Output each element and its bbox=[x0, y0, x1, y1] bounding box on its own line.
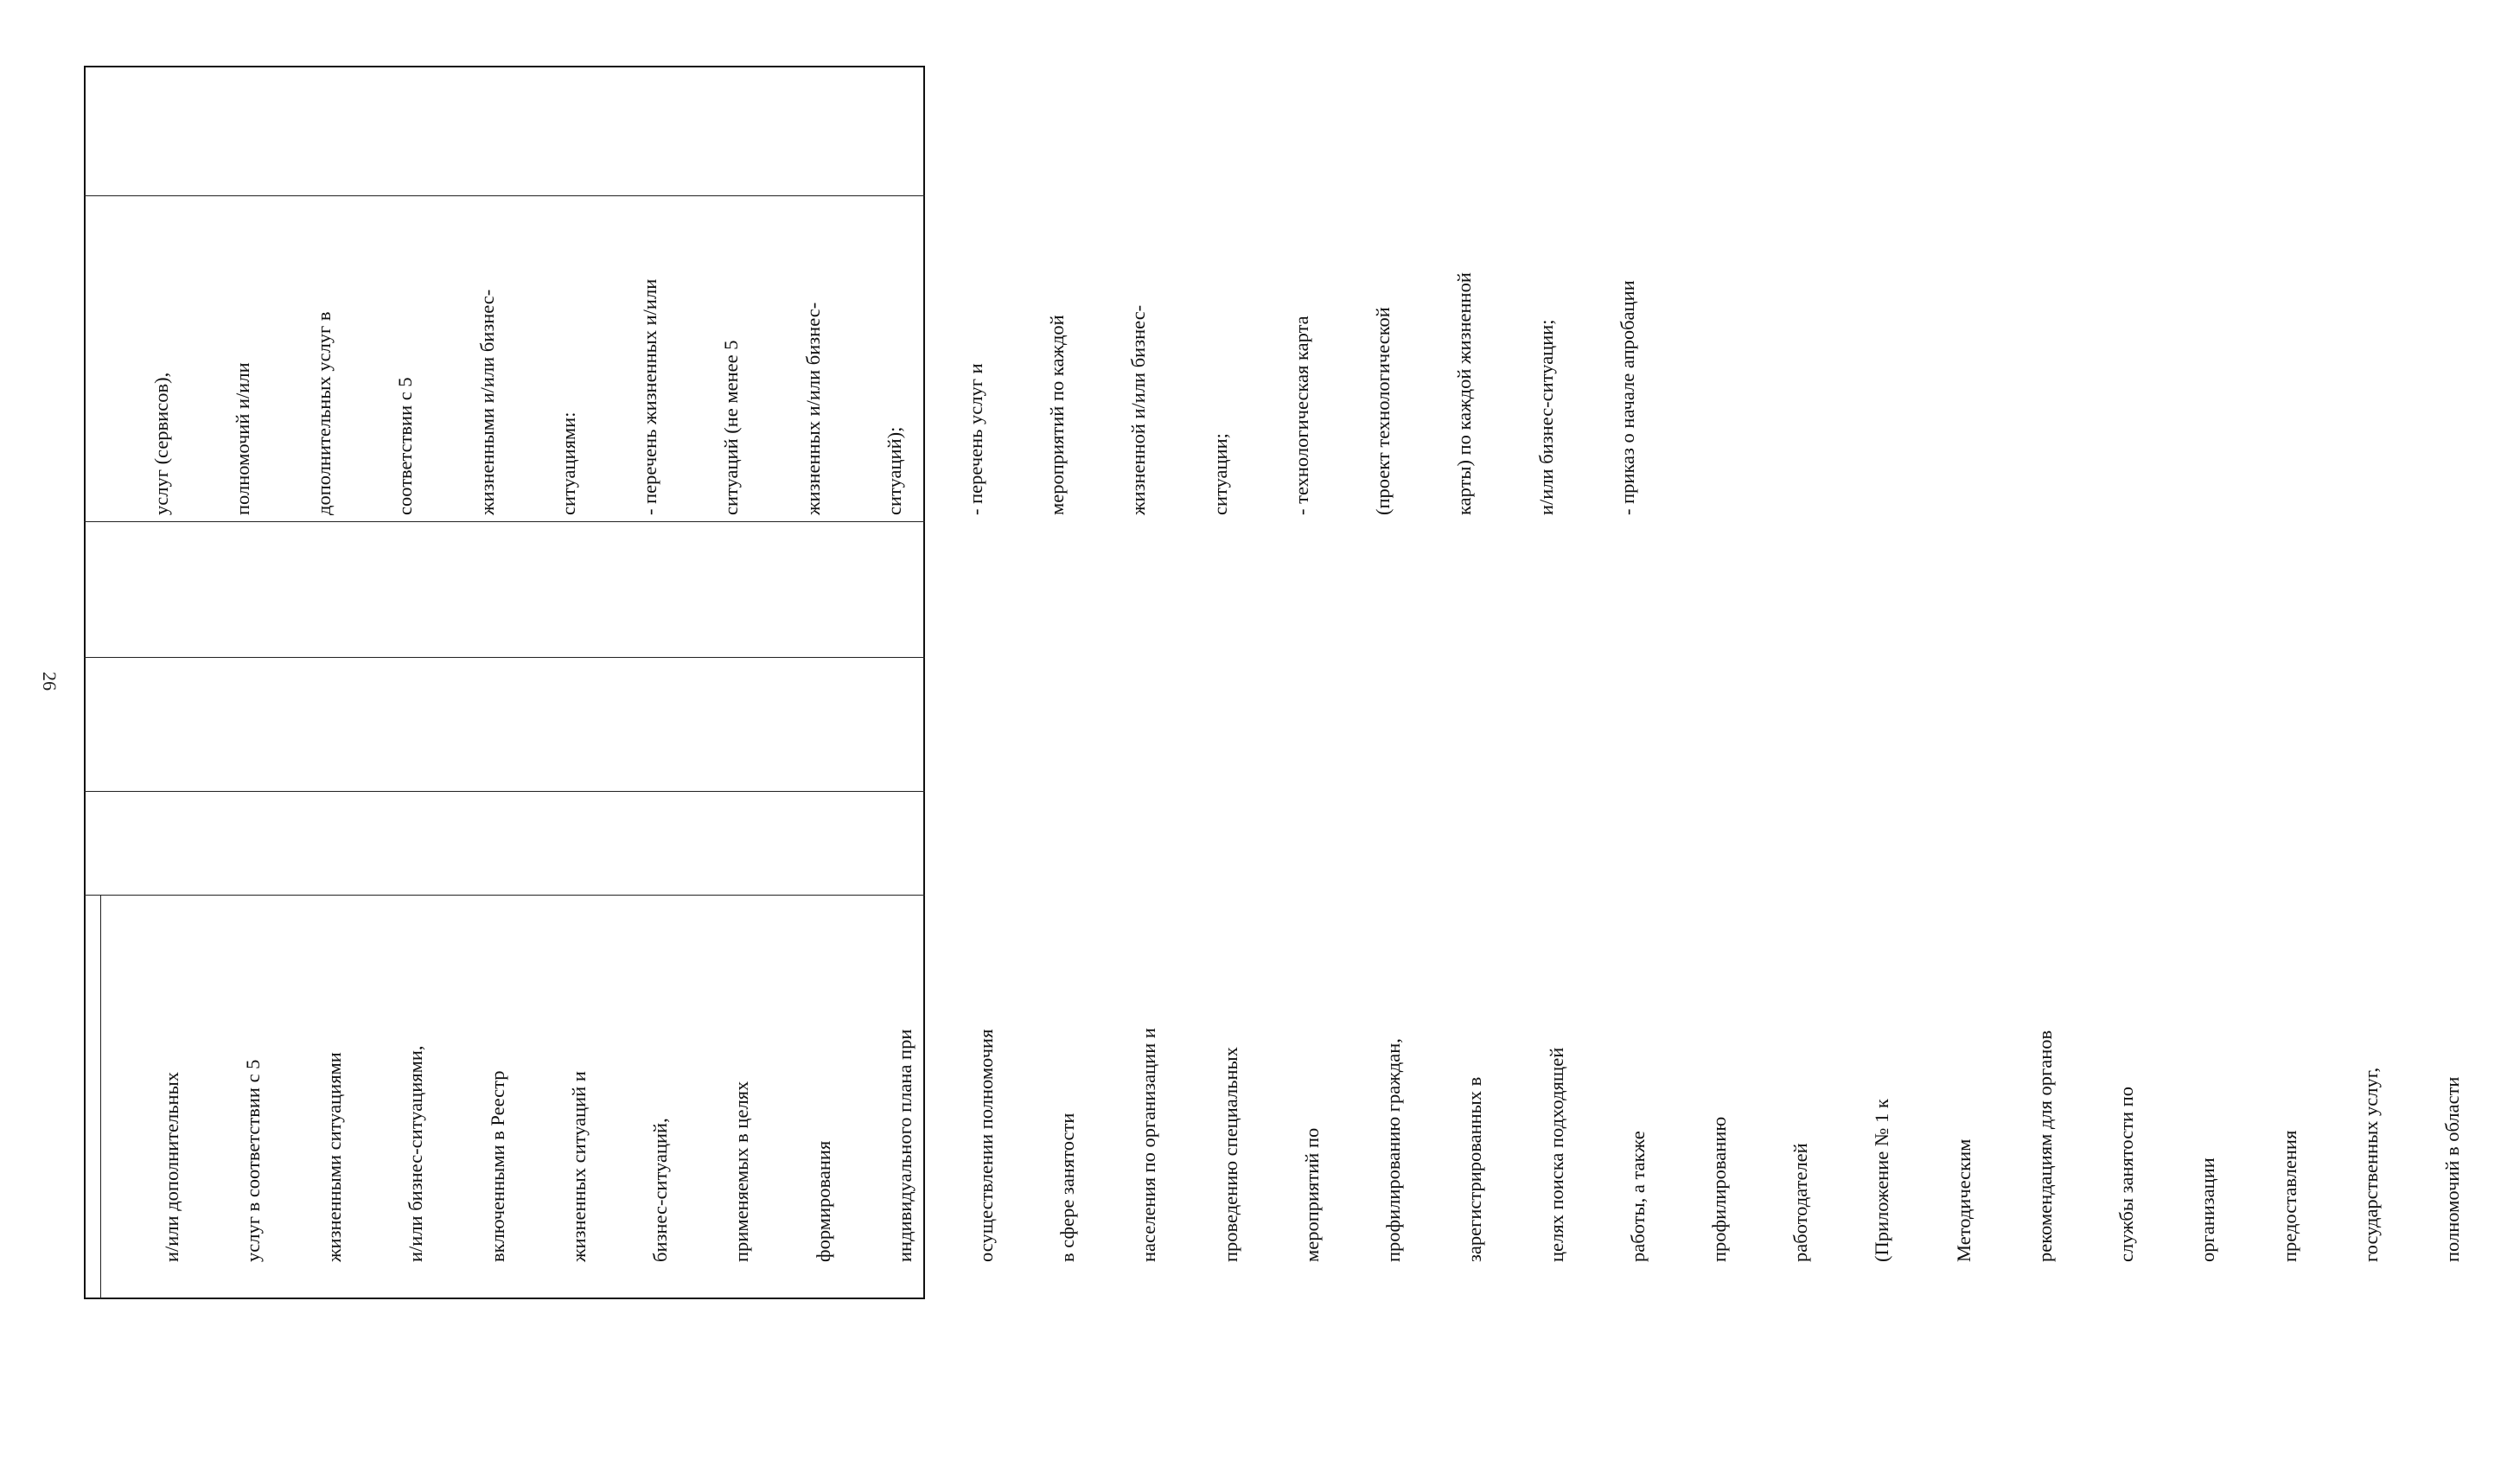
text-line: жизненными ситуациями bbox=[323, 1052, 346, 1262]
text-line: рекомендациям для органов bbox=[2033, 1030, 2056, 1262]
text-line: жизненными и/или бизнес- bbox=[475, 289, 498, 515]
text-line: карты) по каждой жизненной bbox=[1453, 272, 1476, 515]
table-column-divider bbox=[84, 895, 925, 896]
text-line: работы, а также bbox=[1626, 1131, 1649, 1262]
text-line: индивидуального плана при bbox=[893, 1029, 915, 1262]
text-line: работодателей bbox=[1790, 1143, 1812, 1262]
text-line: полномочий в области bbox=[2440, 1076, 2463, 1262]
text-line: бизнес-ситуаций, bbox=[649, 1118, 672, 1262]
text-line: населения по организации и bbox=[1138, 1028, 1160, 1262]
text-line: проведению специальных bbox=[1219, 1047, 1241, 1262]
text-line: организации bbox=[2197, 1157, 2219, 1262]
text-line: применяемых в целях bbox=[730, 1081, 753, 1262]
text-line: соответствии с 5 bbox=[394, 377, 417, 515]
text-line: - приказ о начале апробации bbox=[1616, 280, 1638, 515]
text-line: предоставления bbox=[2278, 1130, 2300, 1262]
page-number: 26 bbox=[39, 672, 61, 691]
text-line: дополнительных услуг в bbox=[313, 311, 335, 515]
text-line: ситуациями: bbox=[557, 411, 579, 515]
text-line: жизненной и/или бизнес- bbox=[1127, 304, 1150, 515]
text-line: ситуаций); bbox=[883, 426, 905, 515]
text-line: целях поиска подходящей bbox=[1545, 1047, 1567, 1262]
text-line: ситуаций (не менее 5 bbox=[720, 340, 743, 515]
text-line: осуществлении полномочия bbox=[975, 1029, 997, 1262]
text-line: государственных услуг, bbox=[2359, 1067, 2382, 1262]
table-column-divider bbox=[84, 195, 925, 196]
right-cell-text bbox=[93, 272, 1695, 515]
text-line: - перечень услуг и bbox=[965, 363, 986, 515]
text-line: включенными в Реестр bbox=[486, 1070, 508, 1262]
text-line: мероприятий по каждой bbox=[1046, 315, 1069, 515]
text-line: ситуации; bbox=[1209, 433, 1231, 515]
text-line: Методическим bbox=[1952, 1138, 1975, 1262]
text-line: и/или бизнес-ситуациями, bbox=[405, 1045, 427, 1262]
table-column-divider bbox=[84, 521, 925, 522]
text-line: мероприятий по bbox=[1300, 1127, 1323, 1262]
text-line: зарегистрированных в bbox=[1464, 1076, 1486, 1262]
text-line: жизненных и/или бизнес- bbox=[801, 302, 824, 515]
text-line: формирования bbox=[812, 1140, 834, 1262]
text-line: (Приложение № 1 к bbox=[1871, 1099, 1893, 1262]
text-line: профилированию bbox=[1707, 1116, 1730, 1262]
text-line: (проект технологической bbox=[1372, 307, 1394, 515]
text-line: полномочий и/или bbox=[232, 362, 254, 515]
text-line: услуг в соответствии с 5 bbox=[242, 1059, 265, 1262]
left-cell-text bbox=[104, 1028, 2520, 1262]
table-row-divider bbox=[100, 895, 101, 1299]
text-line: жизненных ситуаций и bbox=[567, 1071, 590, 1262]
table-column-divider bbox=[84, 791, 925, 792]
text-line: в сфере занятости bbox=[1056, 1113, 1079, 1262]
text-line: - перечень жизненных и/или bbox=[639, 278, 661, 515]
text-line: - технологическая карта bbox=[1290, 316, 1312, 515]
text-line: и/или дополнительных bbox=[160, 1072, 182, 1262]
text-line: службы занятости по bbox=[2115, 1087, 2138, 1262]
table-column-divider bbox=[84, 657, 925, 658]
text-line: услуг (сервисов), bbox=[150, 372, 172, 515]
text-line: и/или бизнес-ситуации; bbox=[1534, 319, 1557, 515]
text-line: профилированию граждан, bbox=[1382, 1038, 1405, 1262]
